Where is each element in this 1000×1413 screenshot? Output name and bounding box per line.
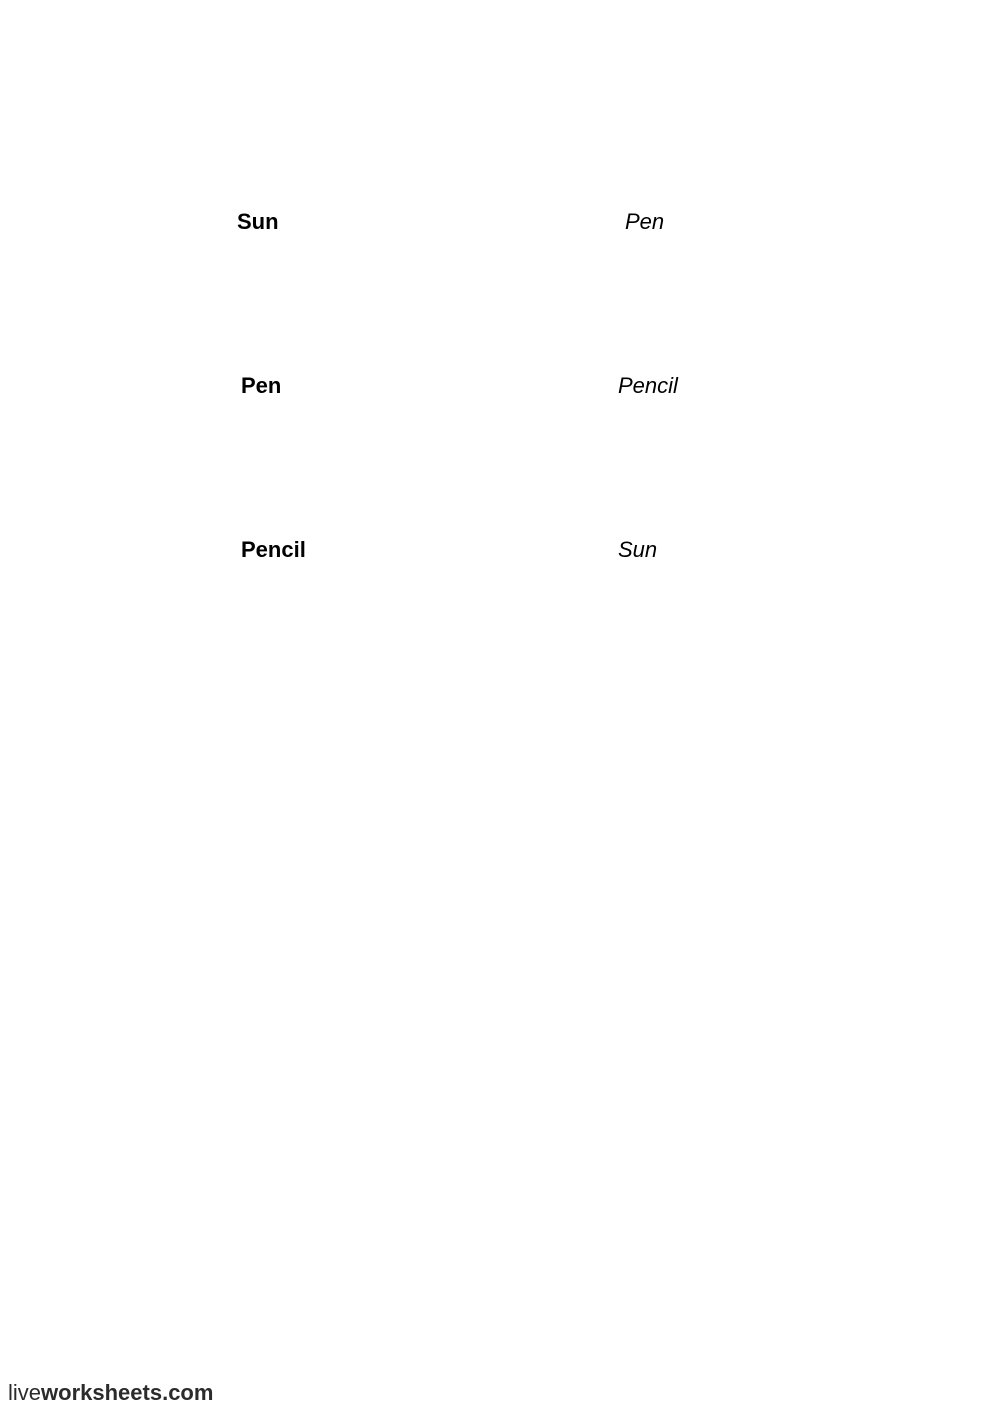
left-word-3: Pencil	[241, 537, 306, 562]
watermark-live: live	[8, 1380, 42, 1405]
right-word-2: Pencil	[618, 373, 678, 398]
watermark-domain: .com	[162, 1380, 214, 1405]
liveworksheets-watermark	[8, 1379, 213, 1407]
watermark-worksheets: worksheets	[41, 1380, 163, 1405]
left-word-2: Pen	[241, 373, 282, 398]
right-word-1: Pen	[625, 209, 665, 234]
right-word-3: Sun	[618, 537, 658, 562]
left-word-1: Sun	[237, 209, 279, 234]
